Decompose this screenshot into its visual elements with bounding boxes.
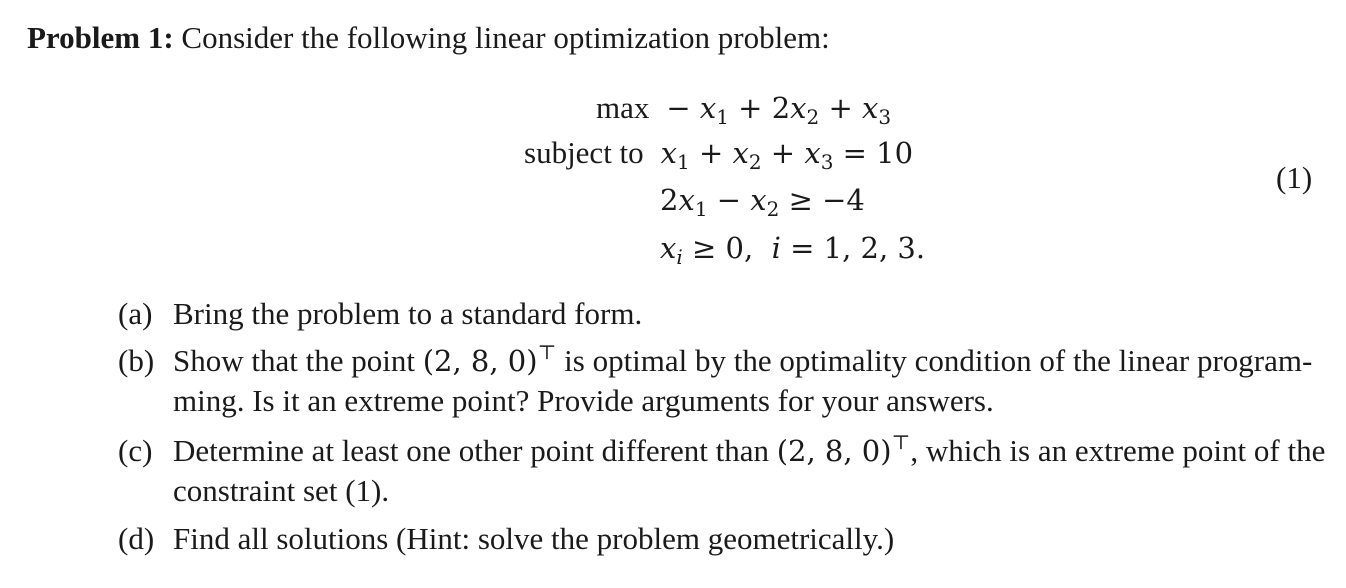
point-vector: (2, 8, 0)⊤ [422,340,557,378]
problem-intro: Consider the following linear optimization problem: [181,20,830,55]
objective-line [596,88,891,128]
part-c-line-1-pre: Determine at least one other point different than [173,433,769,468]
part-c-line-2-post: . [381,473,390,508]
constraint-keyword: subject to [524,135,644,170]
part-d-text: Find all solutions (Hint: solve the problem geometrically.) [173,521,895,556]
part-c-marker: (c) [118,433,153,468]
part-b-line-2: ming. Is it an extreme point? Provide arguments for your answers. [173,383,994,418]
constraint-1-expression: $x_1 + x_2 + x_3 = 10$ [660,136,914,174]
part-c-line-2 [173,469,1323,513]
part-c-line-1 [173,429,1326,473]
constraint-2-line [660,180,865,220]
equation-number: (1) [1276,160,1313,195]
objective-keyword: max [596,90,650,125]
objective-expression: − $x_1 + 2x_2 + x_3$ [657,91,892,129]
nonnegativity-line [660,228,925,268]
part-b-line-1 [173,339,1323,383]
part-c-line-1-post: , which is an extreme point of the [910,433,1326,468]
part-b-line-1-pre: Show that the point [173,343,415,378]
part-d-marker: (d) [118,521,155,556]
constraint-2-expression: $2x_1 - x_2 \ge -4$ [660,183,865,221]
constraint-set-ref: (1) [345,473,382,508]
nonnegativity-expression: $x_i \ge 0$, i = 1, 2, 3. [660,231,926,269]
part-b-marker: (b) [118,343,155,378]
constraint-1-line [524,133,913,173]
point-vector-2: (2, 8, 0)⊤ [776,430,911,468]
problem-label: Problem 1: [27,20,174,55]
part-a-text: Bring the problem to a standard form. [173,296,643,331]
part-a-marker: (a) [118,296,153,331]
part-b-line-1-post: is optimal by the optimality condition of the linear program- [564,343,1313,378]
part-c-line-2-pre: constraint set [173,473,338,508]
